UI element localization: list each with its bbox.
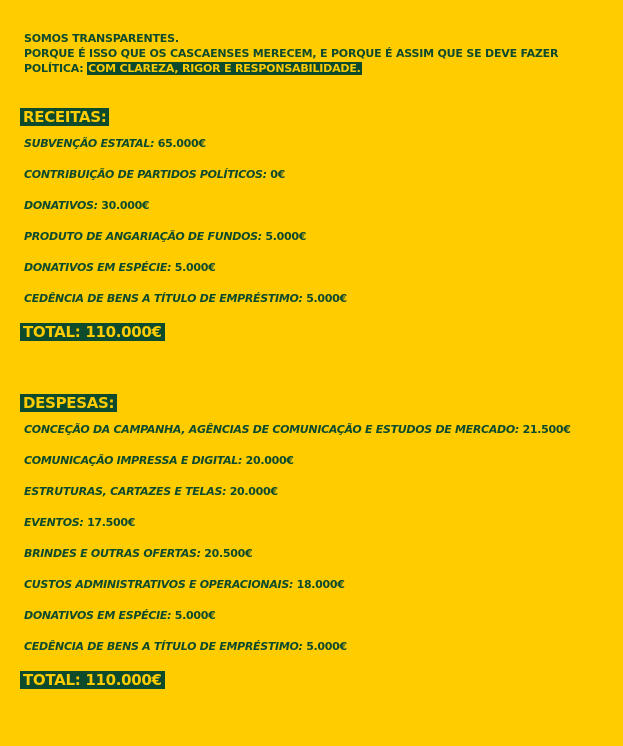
intro-line-3 [24, 61, 614, 76]
list-item [24, 610, 571, 641]
list-item [24, 424, 571, 455]
item-label: CEDÊNCIA DE BENS A TÍTULO DE EMPRÉSTIMO: [24, 640, 303, 653]
intro-highlight: COM CLAREZA, RIGOR E RESPONSABILIDADE. [88, 62, 361, 75]
receitas-list [24, 138, 347, 324]
item-label: DONATIVOS EM ESPÉCIE: [24, 261, 172, 274]
intro-text [24, 31, 614, 76]
receitas-total: TOTAL: 110.000€ [20, 323, 165, 341]
item-value: 20.500€ [204, 547, 253, 560]
item-value: 5.000€ [265, 230, 307, 243]
item-label: DONATIVOS: [24, 199, 98, 212]
item-value: 17.500€ [87, 516, 136, 529]
intro-line-1: SOMOS TRANSPARENTES. [24, 32, 179, 45]
list-item [24, 293, 347, 324]
item-value: 65.000€ [157, 137, 206, 150]
list-item [24, 231, 347, 262]
item-label: SUBVENÇÃO ESTATAL: [24, 137, 155, 150]
list-item [24, 548, 571, 579]
item-value: 5.000€ [174, 609, 216, 622]
despesas-title: DESPESAS: [20, 394, 117, 412]
item-label: DONATIVOS EM ESPÉCIE: [24, 609, 172, 622]
item-label: CEDÊNCIA DE BENS A TÍTULO DE EMPRÉSTIMO: [24, 292, 303, 305]
item-label: COMUNICAÇÃO IMPRESSA E DIGITAL: [24, 454, 243, 467]
item-value: 20.000€ [245, 454, 294, 467]
item-label: CONCEÇÃO DA CAMPANHA, AGÊNCIAS DE COMUNICAÇÃO E ESTUDOS DE MERCADO: [24, 423, 520, 436]
item-value: 5.000€ [174, 261, 216, 274]
item-value: 30.000€ [101, 199, 150, 212]
item-label: CONTRIBUIÇÃO DE PARTIDOS POLÍTICOS: [24, 168, 267, 181]
item-label: ESTRUTURAS, CARTAZES E TELAS: [24, 485, 227, 498]
item-label: BRINDES E OUTRAS OFERTAS: [24, 547, 201, 560]
list-item [24, 641, 571, 672]
list-item [24, 517, 571, 548]
intro-line-2: PORQUE É ISSO QUE OS CASCAENSES MERECEM, E PORQUE É ASSIM QUE SE DEVE FAZER [24, 47, 559, 60]
item-value: 20.000€ [229, 485, 278, 498]
item-label: CUSTOS ADMINISTRATIVOS E OPERACIONAIS: [24, 578, 294, 591]
list-item [24, 486, 571, 517]
receitas-title: RECEITAS: [20, 108, 109, 126]
list-item [24, 262, 347, 293]
list-item [24, 169, 347, 200]
despesas-total: TOTAL: 110.000€ [20, 671, 165, 689]
list-item [24, 579, 571, 610]
item-value: 0€ [270, 168, 285, 181]
list-item [24, 455, 571, 486]
list-item [24, 138, 347, 169]
list-item [24, 200, 347, 231]
item-value: 5.000€ [306, 292, 347, 305]
item-value: 5.000€ [306, 640, 347, 653]
item-label: PRODUTO DE ANGARIAÇÃO DE FUNDOS: [24, 230, 262, 243]
item-value: 18.000€ [296, 578, 345, 591]
despesas-list [24, 424, 571, 672]
item-value: 21.500€ [522, 423, 571, 436]
item-label: EVENTOS: [24, 516, 84, 529]
intro-line-3-prefix: POLÍTICA: [24, 62, 88, 75]
